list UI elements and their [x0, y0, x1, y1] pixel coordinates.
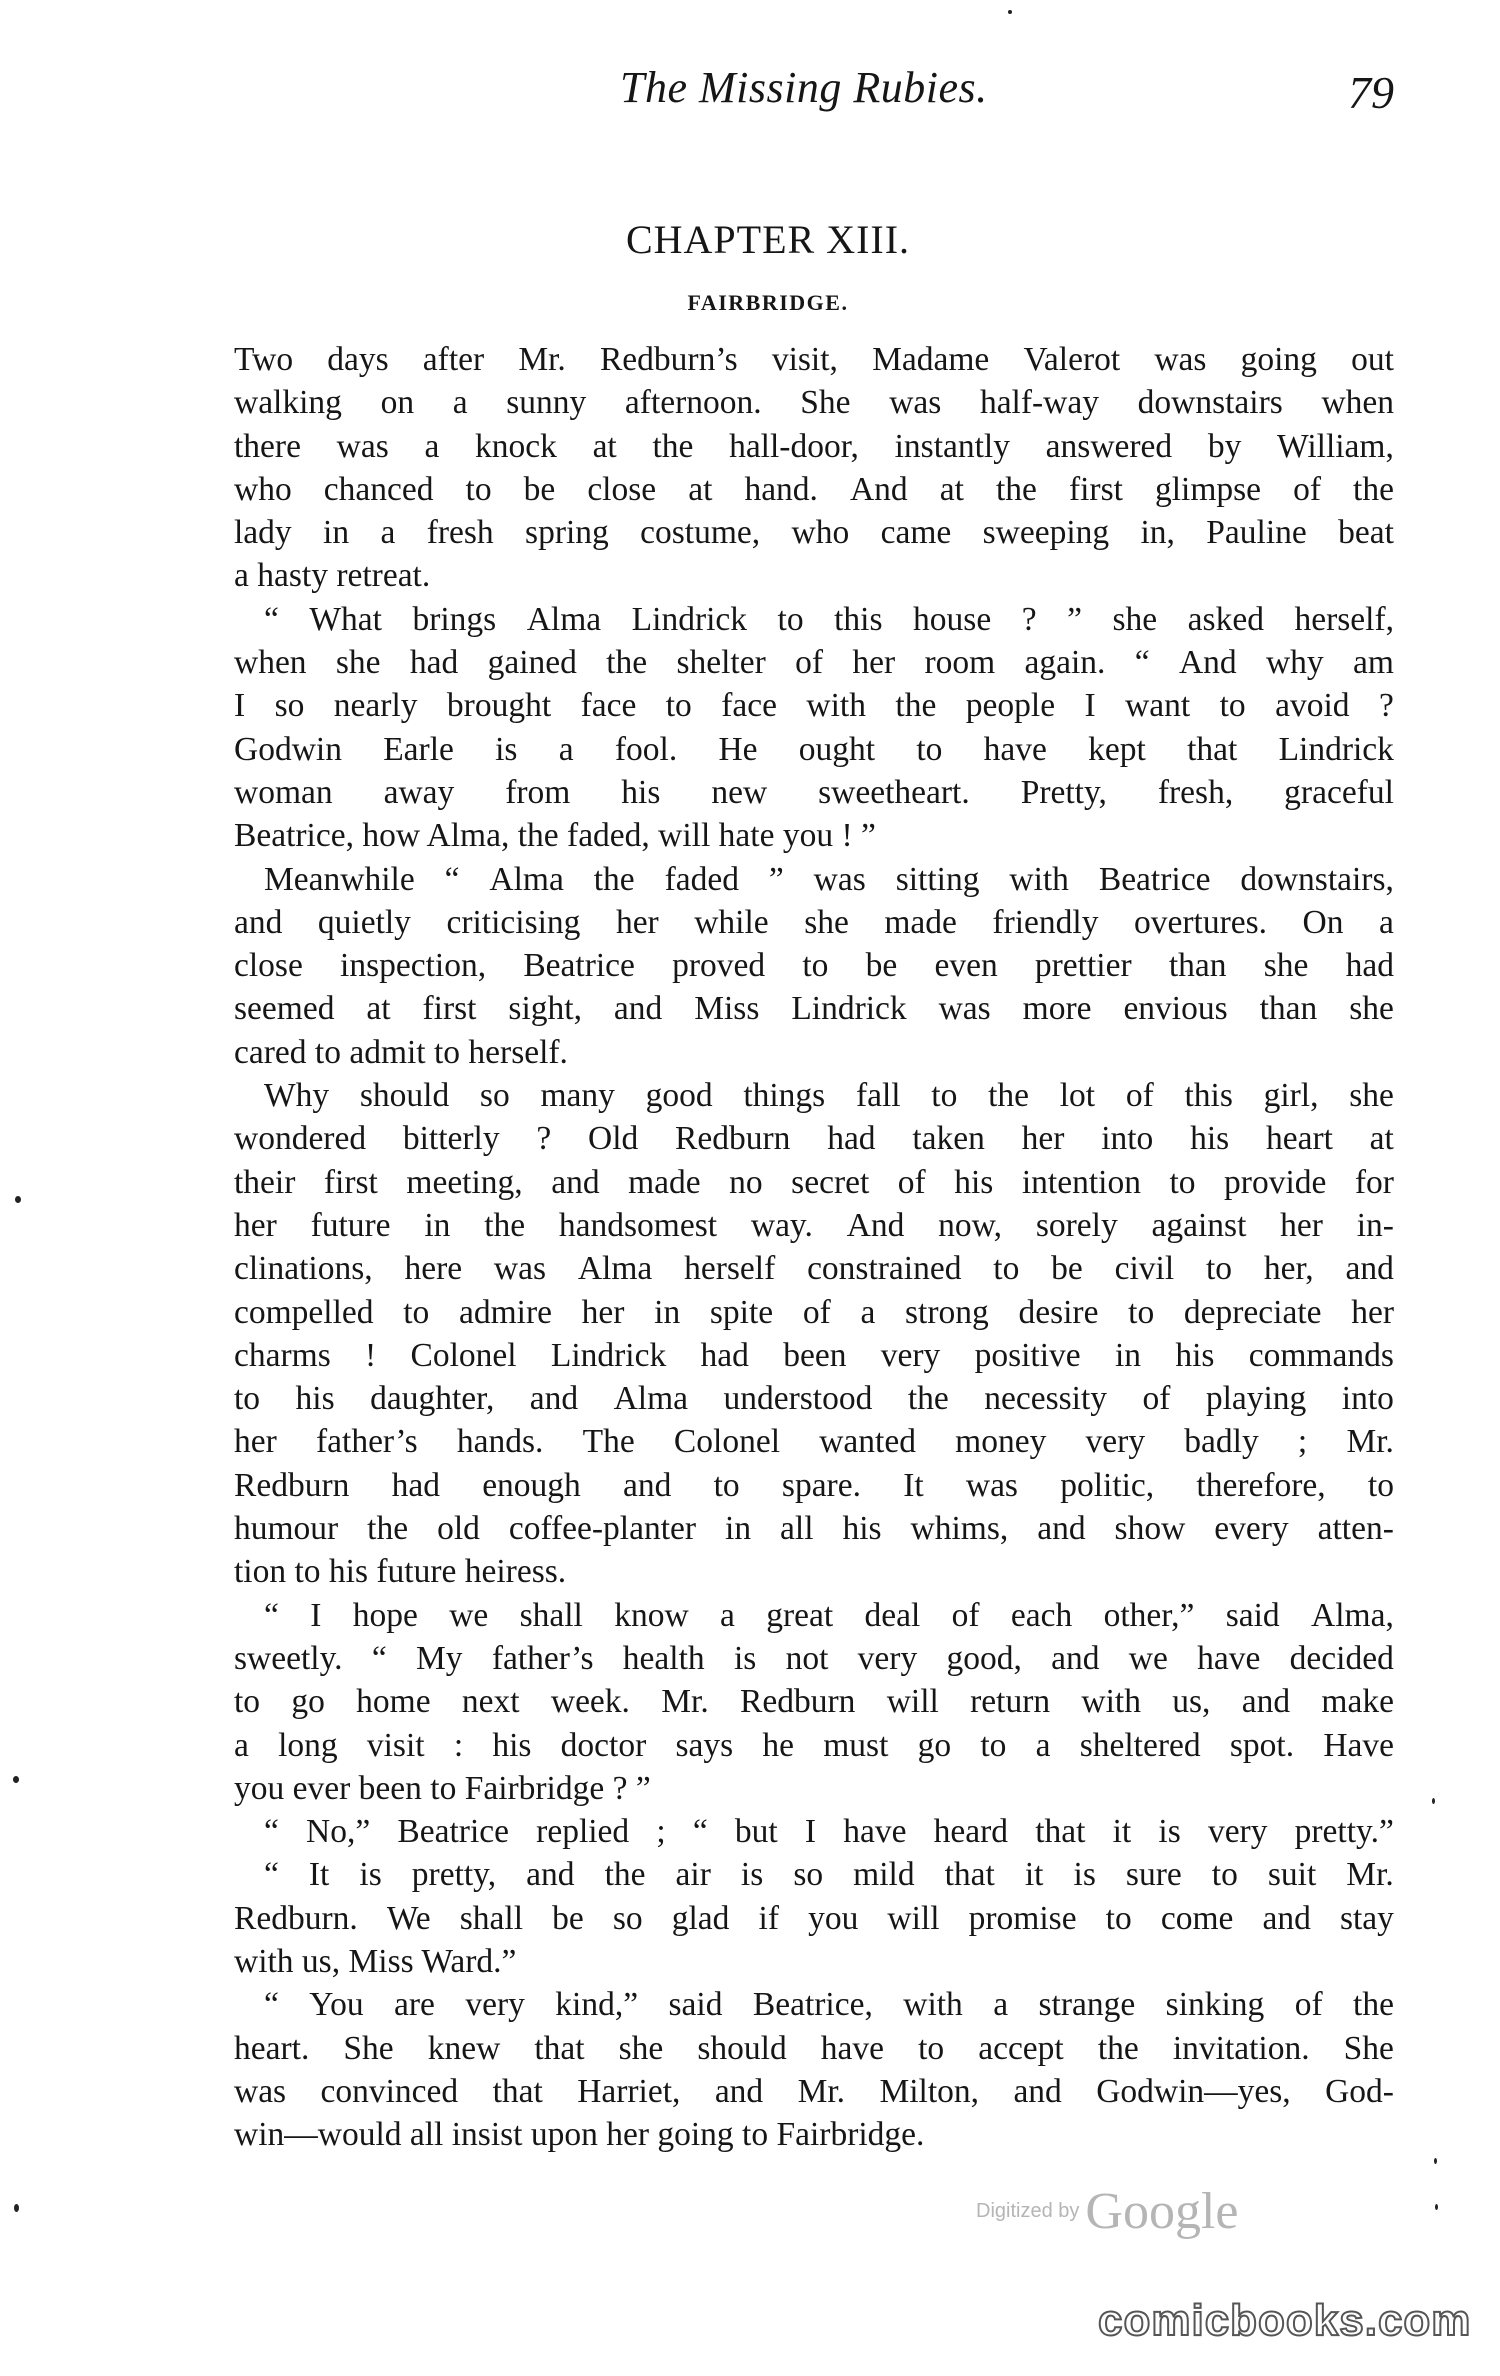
text-line: who chanced to be close at hand. And at the first glimpse of the: [234, 470, 1394, 508]
text-line: close inspection, Beatrice proved to be even prettier than she had: [234, 947, 1394, 985]
text-line: a hasty retreat.: [234, 557, 431, 595]
text-line: “ What brings Alma Lindrick to this house ? ” she asked herself,: [264, 600, 1394, 638]
text-line: was convinced that Harriet, and Mr. Milton, and Godwin—yes, God-: [234, 2072, 1394, 2110]
text-line: you ever been to Fairbridge ? ”: [234, 1769, 651, 1807]
text-line: seemed at first sight, and Miss Lindrick was more envious than she: [234, 990, 1394, 1028]
text-line: her future in the handsomest way. And now, sorely against her in-: [234, 1206, 1394, 1244]
text-line: heart. She knew that she should have to accept the invitation. She: [234, 2029, 1394, 2067]
speck-mark: [1434, 2158, 1437, 2164]
text-line: “ No,” Beatrice replied ; “ but I have heard that it is very pretty.”: [264, 1813, 1394, 1851]
text-line: Meanwhile “ Alma the faded ” was sitting with Beatrice downstairs,: [264, 860, 1394, 898]
text-line: with us, Miss Ward.”: [234, 1942, 517, 1980]
speck-mark: [1435, 2204, 1438, 2210]
speck-mark: [14, 2204, 19, 2212]
speck-mark: [1008, 10, 1012, 14]
text-line: wondered bitterly ? Old Redburn had taken her into his heart at: [234, 1120, 1394, 1158]
text-line: Redburn. We shall be so glad if you will promise to come and stay: [234, 1899, 1394, 1937]
text-line: tion to his future heiress.: [234, 1553, 567, 1591]
text-line: compelled to admire her in spite of a strong desire to depreciate her: [234, 1293, 1394, 1331]
text-line: win—would all insist upon her going to Fairbridge.: [234, 2116, 925, 2154]
text-line: her father’s hands. The Colonel wanted money very badly ; Mr.: [234, 1423, 1394, 1461]
speck-mark: [15, 1196, 21, 1203]
running-head: The Missing Rubies.: [620, 63, 988, 112]
text-line: I so nearly brought face to face with the people I want to avoid ?: [234, 687, 1394, 725]
text-line: Redburn had enough and to spare. It was politic, therefore, to: [234, 1466, 1394, 1504]
text-line: “ You are very kind,” said Beatrice, with a strange sinking of the: [264, 1986, 1394, 2024]
text-line: when she had gained the shelter of her room again. “ And why am: [234, 644, 1394, 682]
text-line: Two days after Mr. Redburn’s visit, Madame Valerot was going out: [234, 341, 1394, 378]
text-line: sweetly. “ My father’s health is not very good, and we have decided: [234, 1639, 1394, 1677]
text-line: charms ! Colonel Lindrick had been very positive in his commands: [234, 1336, 1394, 1374]
digitized-by-label: Digitized by: [976, 2200, 1080, 2222]
text-line: a long visit : his doctor says he must go to a sheltered spot. Have: [234, 1726, 1394, 1764]
text-line: humour the old coffee-planter in all his whims, and show every atten-: [234, 1510, 1394, 1548]
text-line: Beatrice, how Alma, the faded, will hate you ! ”: [234, 817, 876, 855]
body-text: [234, 338, 1394, 2156]
page-number: 79: [1348, 67, 1394, 118]
text-line: clinations, here was Alma herself constrained to be civil to her, and: [234, 1250, 1394, 1288]
chapter-subtitle: FAIRBRIDGE.: [687, 290, 849, 315]
text-line: to go home next week. Mr. Redburn will return with us, and make: [234, 1683, 1394, 1721]
speck-mark: [13, 1776, 19, 1783]
text-line: their first meeting, and made no secret of his intention to provide for: [234, 1163, 1394, 1201]
site-watermark: comicbooks.com: [1098, 2296, 1472, 2345]
chapter-title: CHAPTER XIII.: [625, 217, 911, 262]
text-line: “ I hope we shall know a great deal of each other,” said Alma,: [264, 1596, 1394, 1634]
text-line: there was a knock at the hall-door, instantly answered by William,: [234, 427, 1394, 465]
text-line: Why should so many good things fall to the lot of this girl, she: [264, 1077, 1394, 1115]
text-line: and quietly criticising her while she made friendly overtures. On a: [234, 903, 1394, 941]
digitized-by-google-watermark: [976, 2182, 1238, 2241]
speck-mark: [1432, 1798, 1435, 1804]
text-line: Godwin Earle is a fool. He ought to have kept that Lindrick: [234, 730, 1394, 768]
text-line: to his daughter, and Alma understood the necessity of playing into: [234, 1380, 1394, 1418]
text-line: “ It is pretty, and the air is so mild that it is sure to suit Mr.: [264, 1856, 1394, 1894]
text-line: lady in a fresh spring costume, who came sweeping in, Pauline beat: [234, 514, 1394, 552]
google-logo-text: Google: [1085, 2183, 1239, 2240]
text-line: woman away from his new sweetheart. Pretty, fresh, graceful: [234, 773, 1394, 811]
text-line: walking on a sunny afternoon. She was half-way downstairs when: [234, 384, 1394, 422]
text-line: cared to admit to herself.: [234, 1033, 568, 1071]
